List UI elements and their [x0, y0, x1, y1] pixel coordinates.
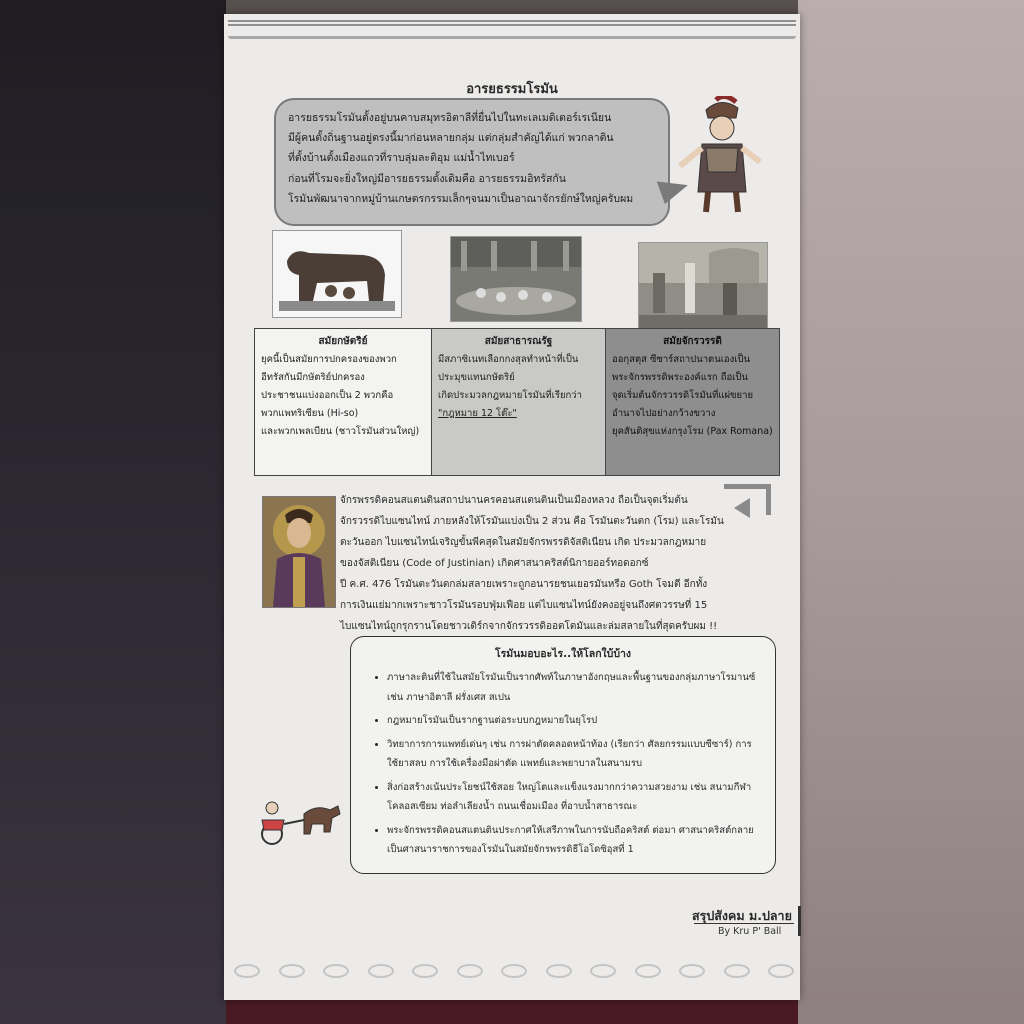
- era-republic: [431, 329, 605, 475]
- era-line: ออกุสตุส ซีซาร์สถาปนาตนเองเป็น: [612, 354, 751, 365]
- binding-ring-icon: [412, 964, 438, 978]
- era-heading: สมัยจักรวรรดิ: [663, 336, 722, 347]
- legacy-item: • สิ่งก่อสร้างเน้นประโยชน์ใช้สอย ใหญ่โตและแข็งแรงมากกว่าความสวยงาม เช่น สนามกีฬาโคลอสเซียม ท่อลำเลียงน้ำ ถนนเชื่อมเมือง ที่อาบน้ำสาธารณะ: [387, 778, 761, 817]
- era-monarchy: [255, 329, 431, 475]
- roman-legacy-box: [350, 636, 776, 874]
- roman-senate-painting-photo: [450, 236, 582, 322]
- legacy-item: • วิทยาการการแพทย์เด่นๆ เช่น การผ่าตัดคลอดหน้าท้อง (เรียกว่า ศัลยกรรมแบบซีซาร์) การใช้ยาสลบ การใช้เครื่องมือผ่าตัด แพทย์และพยาบาลในสนามรบ: [387, 735, 761, 774]
- era-line: มีสภาซิเนทเลือกกงสุลทำหน้าที่เป็น: [438, 354, 579, 365]
- binding-ring-icon: [323, 964, 349, 978]
- legacy-heading: โรมันมอบอะไร..ให้โลกใบ้บ้าง: [494, 648, 632, 660]
- roman-soldier-illustration: [676, 96, 766, 216]
- history-line: ตะวันออก ไบแซนไทน์เจริญขั้นพีคสุดในสมัยจักรพรรดิจัสติเนียน เกิด ประมวลกฎหมาย: [340, 537, 707, 548]
- history-line: ไบแซนไทน์ถูกรุกรานโดยชาวเติร์กจากจักรวรรดิออตโตมันและล่มสลายในที่สุดครับผม !!: [340, 621, 718, 632]
- footer-subject: สรุปสังคม ม.ปลาย: [692, 908, 792, 923]
- intro-line: ก่อนที่โรมจะยิ่งใหญ่มีอารยธรรมดั้งเดิมคือ อารยธรรมอิทรัสกัน: [288, 172, 566, 185]
- era-line: เกิดประมวลกฎหมายโรมันที่เรียกว่า: [438, 390, 582, 401]
- byzantine-history-text: [340, 490, 760, 637]
- roman-emperor-painting-photo: [638, 242, 768, 330]
- justinian-mosaic-image: [262, 496, 336, 608]
- background-left: [0, 0, 226, 1024]
- era-line: ยุคสันติสุขแห่งกรุงโรม (Pax Romana): [612, 426, 773, 437]
- binding-ring-icon: [724, 964, 750, 978]
- era-line-twelve-tables: "กฎหมาย 12 โต๊ะ": [438, 408, 517, 419]
- binding-ring-icon: [501, 964, 527, 978]
- legacy-item: • กฎหมายโรมันเป็นรากฐานต่อระบบกฎหมายในยุโรป: [387, 711, 761, 731]
- binding-ring-icon: [457, 964, 483, 978]
- she-wolf-statue-photo: [272, 230, 402, 318]
- history-line: จักรวรรดิไบแซนไทน์ ภายหลังให้โรมันแบ่งเป็น 2 ส่วน คือ โรมันตะวันตก (โรม) และโรมัน: [340, 516, 724, 527]
- binding-ring-icon: [590, 964, 616, 978]
- history-line: การเงินแย่มากเพราะชาวโรมันรอบฟุ่มเฟือย แต่ไบแซนไทน์ยังคงอยู่จนถึงศตวรรษที่ 15: [340, 600, 708, 611]
- binding-ring-icon: [279, 964, 305, 978]
- binding-rings: [234, 964, 794, 984]
- roman-eras-table: [254, 328, 780, 476]
- history-line: ปี ค.ศ. 476 โรมันตะวันตกล่มสลายเพราะถูกอนารยชนเยอรมันหรือ Goth โจมตี อีกทั้ง: [340, 579, 708, 590]
- background-bottom: [226, 998, 798, 1024]
- era-line: ประชาชนแบ่งออกเป็น 2 พวกคือ: [261, 390, 394, 401]
- binding-ring-icon: [368, 964, 394, 978]
- era-line: อำนาจไปอย่างกว้างขวาง: [612, 408, 716, 419]
- intro-speech-bubble: [274, 98, 670, 226]
- book-page: [224, 14, 800, 1000]
- intro-line: โรมันพัฒนาจากหมู่บ้านเกษตรกรรมเล็กๆจนมาเป็นอาณาจักรยักษ์ใหญ่ครับผม: [288, 192, 634, 205]
- binding-ring-icon: [234, 964, 260, 978]
- era-line: พระจักรพรรดิพระองค์แรก ถือเป็น: [612, 372, 748, 383]
- legacy-list: [365, 668, 761, 860]
- era-line: และพวกเพลเบียน (ชาวโรมันส่วนใหญ่): [261, 426, 420, 437]
- era-line: พวกแพทริเซียน (Hi-so): [261, 408, 359, 419]
- era-empire: [605, 329, 779, 475]
- intro-line: มีผู้คนตั้งถิ่นฐานอยู่ตรงนี้มาก่อนหลายกลุ่ม แต่กลุ่มสำคัญได้แก่ พวกลาติน: [288, 132, 614, 145]
- intro-line: อารยธรรมโรมันตั้งอยู่บนคาบสมุทรอิตาลีที่ยื่นไปในทะเลเมดิเตอร์เรเนียน: [288, 112, 612, 124]
- intro-line: ที่ตั้งบ้านตั้งเมืองแถวที่ราบลุ่มละติอุม แม่น้ำไทเบอร์: [288, 152, 515, 165]
- era-line: ประมุขแทนกษัตริย์: [438, 372, 515, 383]
- era-line: อีทรัสกันมีกษัตริย์ปกครอง: [261, 372, 365, 383]
- chariot-cartoon-illustration: [254, 784, 346, 848]
- era-line: ยุคนี้เป็นสมัยการปกครองของพวก: [261, 354, 397, 365]
- page-title: อารยธรรมโรมัน: [466, 82, 558, 97]
- page-top-border: [228, 20, 796, 60]
- footer-bar: [798, 906, 801, 936]
- history-line: ของจัสติเนียน (Code of Justinian) เกิดศาสนาคริสต์นิกายออร์ทอดอกซ์: [340, 558, 649, 569]
- background-right: [798, 0, 1024, 1024]
- binding-ring-icon: [679, 964, 705, 978]
- era-line: จุดเริ่มต้นจักรวรรดิโรมันที่แผ่ขยาย: [612, 390, 754, 401]
- history-line: จักรพรรดิคอนสแตนตินสถาปนานครคอนสแตนตินเป็นเมืองหลวง ถือเป็นจุดเริ่มต้น: [340, 495, 688, 506]
- legacy-item: • พระจักรพรรดิคอนสแตนตินประกาศให้เสรีภาพในการนับถือคริสต์ ต่อมา ศาสนาคริสต์กลายเป็นศาสนาราชการของโรมันในสมัยจักรพรรดิธีโอโดซิอุสที่ 1: [387, 821, 761, 860]
- legacy-item: • ภาษาละตินที่ใช้ในสมัยโรมันเป็นรากศัพท์ในภาษาอังกฤษและพื้นฐานของกลุ่มภาษาโรมานซ์ เช่น ภาษาอิตาลี ฝรั่งเศส สเปน: [387, 668, 761, 707]
- era-heading: สมัยสาธารณรัฐ: [484, 336, 553, 347]
- binding-ring-icon: [635, 964, 661, 978]
- footer-author: By Kru P' Ball: [718, 926, 782, 937]
- era-heading: สมัยกษัตริย์: [318, 336, 368, 347]
- page-top-border-curve: [228, 36, 796, 39]
- binding-ring-icon: [546, 964, 572, 978]
- binding-ring-icon: [768, 964, 794, 978]
- footer-rule: [694, 923, 794, 924]
